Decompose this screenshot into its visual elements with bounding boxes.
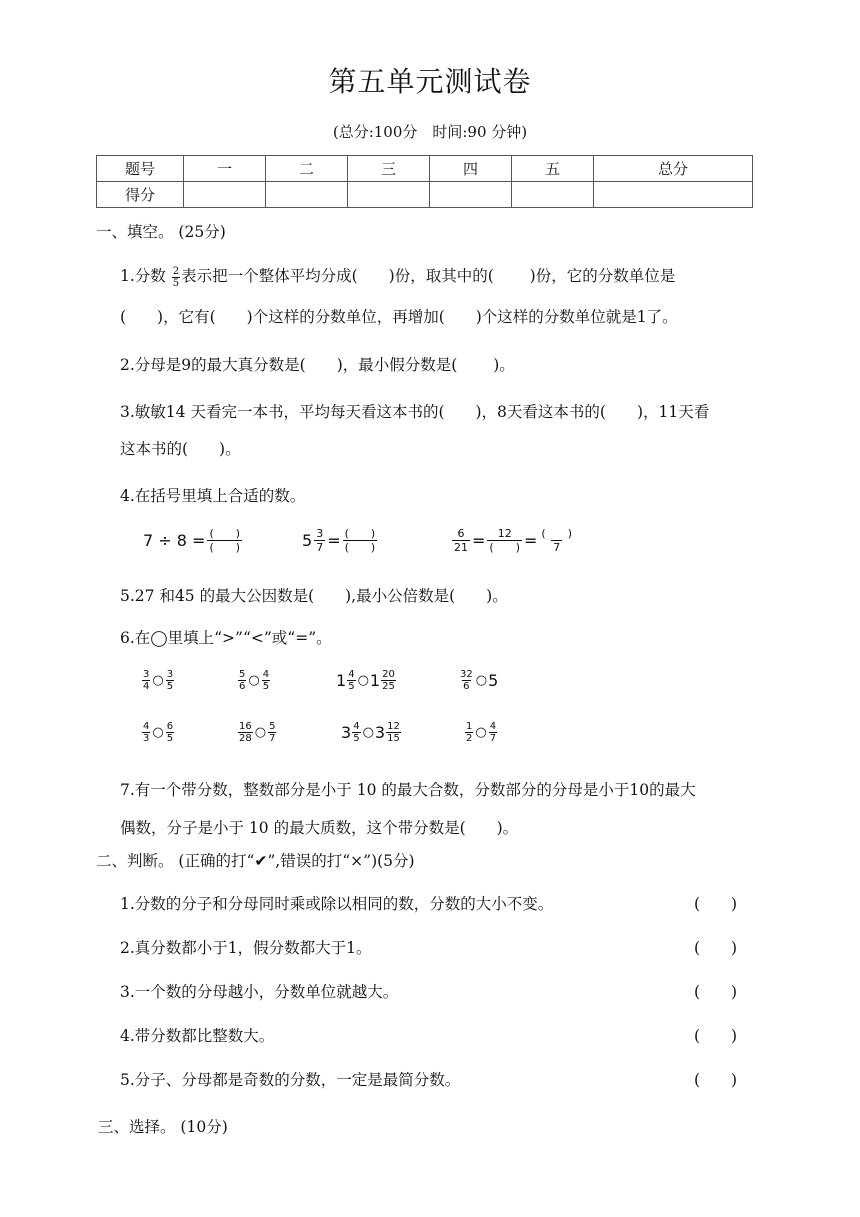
numerator: 6 [457,527,465,540]
section-heading-fill-blank: 一、填空。 (25分) [96,223,226,241]
judge-item-5: 5.分子、分母都是奇数的分数，一定是最简分数。 [120,1071,461,1089]
score-header-cell: 二 [266,156,348,182]
score-cell[interactable] [512,182,594,208]
numerator: 16 [239,721,252,732]
page-title: 第五单元测试卷 [328,65,532,98]
numerator-blank[interactable]: ( ) [209,527,241,540]
question-3-line-1: 3.敏敏14 天看完一本书，平均每天看这本书的( )，8天看这本书的( )，11天看 [120,403,710,421]
score-header-cell: 题号 [97,156,184,182]
comparison-circle[interactable]: ○ [362,725,374,740]
fraction [142,669,150,692]
denominator-blank[interactable]: ( ) [344,541,376,554]
denominator: 15 [387,733,400,744]
score-table-header-row [97,156,753,182]
section-heading-true-false: 二、判断。 (正确的打“✔”,错误的打“×”)(5分) [96,852,415,870]
judge-answer-3[interactable]: ( ) [694,983,738,1001]
fraction [381,669,396,692]
whole-number: 3 [374,723,386,742]
numerator: 20 [382,669,395,680]
comparison-item [237,669,271,692]
equals-sign: = [472,531,486,550]
question-3-line-2: 这本书的( )。 [120,440,241,458]
comparison-item [141,669,175,692]
denominator: 5 [353,733,360,744]
score-cell[interactable] [184,182,266,208]
numerator: 4 [353,721,360,732]
comparison-circle[interactable]: ○ [357,673,369,688]
comparison-circle[interactable]: ○ [152,673,164,688]
whole-number: 5 [488,671,499,690]
exam-info: (总分:100分 时间:90 分钟) [332,123,528,141]
question-2: 2.分母是9的最大真分数是( )，最小假分数是( )。 [120,356,515,374]
denominator-blank[interactable]: ( ) [489,541,520,554]
comparison-circle[interactable]: ○ [475,673,488,688]
numerator: 4 [489,721,497,732]
numerator: 3 [316,527,324,540]
blank-fraction[interactable] [343,527,378,554]
numerator: 6 [166,721,174,732]
score-cell[interactable] [266,182,348,208]
fraction [238,669,246,692]
numerator: 4 [143,721,150,732]
judge-answer-5[interactable]: ( ) [694,1071,738,1089]
denominator: 5 [172,277,180,289]
blank-fraction[interactable] [207,527,242,554]
equation-1 [143,527,244,554]
denominator: 7 [553,541,561,554]
comparison-circle[interactable]: ○ [152,725,164,740]
score-header-cell: 三 [348,156,430,182]
fraction [166,669,174,692]
denominator: 5 [166,733,174,744]
comparison-item [141,721,175,744]
score-header-cell: 四 [430,156,512,182]
denominator: 6 [239,681,246,692]
score-header-cell: 五 [512,156,594,182]
numerator: 5 [269,721,276,732]
judge-answer-4[interactable]: ( ) [694,1027,738,1045]
comparison-item [464,721,498,744]
question-4: 4.在括号里填上合适的数。 [120,487,306,505]
fraction [386,721,401,744]
whole-number: 1 [369,671,381,690]
judge-answer-1[interactable]: ( ) [694,895,738,913]
score-cell[interactable] [430,182,512,208]
denominator: 2 [466,733,473,744]
blank-fraction[interactable] [539,527,574,554]
judge-item-1: 1.分数的分子和分母同时乘或除以相同的数，分数的大小不变。 [120,895,554,913]
numerator: 12 [497,527,512,540]
numerator: 5 [239,669,246,680]
comparison-item [458,669,498,692]
numerator: 3 [166,669,174,680]
question-7-line-2: 偶数，分子是小于 10 的最大质数，这个带分数是( )。 [120,819,519,837]
question-1-line-2: ( )，它有( )个这样的分数单位，再增加( )个这样的分数单位就是1了。 [120,308,678,326]
fraction [314,527,325,554]
denominator: 7 [316,541,324,554]
score-header-cell: 总分 [594,156,753,182]
comparison-item [237,721,277,744]
score-table-row [97,182,753,208]
equation-3 [450,527,576,554]
numerator-blank[interactable]: ( ) [344,527,376,540]
score-cell[interactable] [348,182,430,208]
fraction [465,721,473,744]
score-cell[interactable] [594,182,753,208]
fraction [262,669,270,692]
fraction [268,721,276,744]
expression: 7 ÷ 8 = [143,531,206,550]
comparison-circle[interactable]: ○ [475,725,487,740]
denominator: 5 [262,681,270,692]
whole-number: 1 [336,671,347,690]
denominator-blank[interactable]: ( ) [209,541,241,554]
numerator: 12 [387,721,400,732]
question-7-line-1: 7.有一个带分数，整数部分是小于 10 的最大合数，分数部分的分母是小于10的最大 [120,781,696,799]
question-6: 6.在◯里填上“>”“<”或“=”。 [120,629,332,647]
denominator: 3 [143,733,150,744]
fraction [142,721,150,744]
judge-item-4: 4.带分数都比整数大。 [120,1027,275,1045]
denominator: 25 [382,681,395,692]
fraction [172,266,180,289]
score-table [96,155,753,208]
denominator: 28 [239,733,252,744]
blank-fraction[interactable] [487,527,522,554]
numerator: 4 [262,669,270,680]
denominator: 4 [143,681,150,692]
judge-item-2: 2.真分数都小于1，假分数都大于1。 [120,939,372,957]
equals-sign: = [327,531,341,550]
judge-item-3: 3.一个数的分母越小，分数单位就越大。 [120,983,399,1001]
denominator: 7 [489,733,497,744]
numerator-blank[interactable]: ( ) [541,527,572,540]
score-row-label: 得分 [97,182,184,208]
question-1-line-1 [120,264,675,289]
whole-number: 5 [302,531,313,550]
denominator: 7 [269,733,276,744]
numerator: 32 [460,669,473,680]
comparison-circle[interactable]: ○ [248,673,260,688]
equation-2 [302,527,379,554]
judge-answer-2[interactable]: ( ) [694,939,738,957]
numerator: 2 [172,265,180,277]
denominator: 5 [348,681,355,692]
comparison-circle[interactable]: ○ [254,725,267,740]
denominator: 6 [463,681,470,692]
fraction [238,721,253,744]
question-1-prefix: 1.分数 [120,267,171,285]
fraction [489,721,497,744]
whole-number: 3 [341,723,352,742]
section-heading-choice: 三、选择。 (10分) [98,1118,228,1136]
comparison-item [336,669,397,692]
equals-sign: = [524,531,538,550]
numerator: 3 [143,669,150,680]
numerator: 1 [466,721,473,732]
score-header-cell: 一 [184,156,266,182]
numerator: 4 [348,669,355,680]
denominator: 5 [166,681,174,692]
question-5: 5.27 和45 的最大公因数是( ),最小公倍数是( )。 [120,587,508,605]
comparison-item [341,721,402,744]
question-1-text: 表示把一个整体平均分成( )份，取其中的( )份，它的分数单位是 [181,267,676,285]
denominator: 21 [454,541,468,554]
fraction [347,669,355,692]
fraction [459,669,474,692]
fraction [352,721,360,744]
fraction [166,721,174,744]
fraction [452,527,470,554]
